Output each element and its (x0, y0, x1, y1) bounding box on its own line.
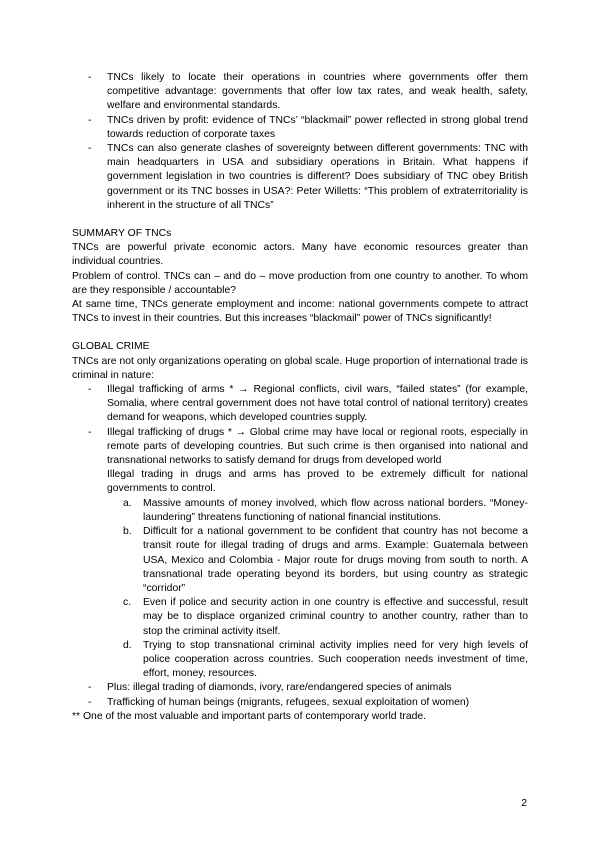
list-item (72, 525, 528, 596)
list-item (72, 596, 528, 639)
crime-heading: GLOBAL CRIME (72, 341, 150, 353)
list-label: d. (123, 639, 132, 651)
summary-heading: SUMMARY OF TNCs (72, 228, 172, 240)
summary-paragraph: TNCs are powerful private economic actors. Many have economic resources greater than individual countries. (72, 242, 528, 268)
list-item (72, 497, 528, 525)
summary-paragraph: Problem of control. TNCs can – and do – move production from one country to another. To whom are they responsible / accountable? (72, 270, 528, 296)
document-page (72, 71, 528, 724)
crime-bullet-list (72, 383, 528, 468)
difficulty-paragraph: Illegal trading in drugs and arms has proved to be extremely difficult for national governments to control. (107, 469, 528, 495)
list-item: - Plus: illegal trading of diamonds, ivory, rare/endangered species of animals (72, 681, 528, 695)
extra-bullet-list (72, 681, 528, 709)
list-text: Massive amounts of money involved, which flow across national borders. “Money-laundering” threatens functioning of national financial institutions. (143, 497, 528, 523)
list-text: Difficult for a national government to be confident that country has not become a transit route for illegal trading of drugs and arms. Example: Guatemala between USA, Mexico and Colombia - Major route for drugs moving from south to north. A transnational trade operating beyond its borders, but using country as strategic “corridor” (143, 526, 528, 594)
list-item: - Illegal trafficking of drugs * → Global crime may have local or regional roots, especially in remote parts of developing countries. But such crime is then organised into national and transnational networks to satisfy demand for drugs from developed world (72, 426, 528, 469)
list-text: Even if police and security action in one country is effective and successful, result may be to displace organized criminal country to another country, rather than to stop the criminal activity itself. (143, 597, 528, 637)
list-label: c. (123, 597, 132, 609)
list-item (72, 639, 528, 682)
list-item: - Trafficking of human beings (migrants, refugees, sexual exploitation of women) (72, 696, 528, 710)
list-text: Trying to stop transnational criminal activity implies need for very high levels of police cooperation across countries. Such cooperation needs investment of time, effort, money, resources. (143, 639, 528, 680)
tnc-bullet-list (72, 71, 528, 213)
summary-paragraph: At same time, TNCs generate employment and income: national governments compete to attract TNCs to invest in their countries. But this increases “blackmail” power of TNCs significantly! (72, 299, 528, 325)
list-item: - TNCs likely to locate their operations in countries where governments offer them competitive advantage: governments that offer low tax rates, and weak health, safety, welfare and environmental standards. (72, 71, 528, 114)
crime-intro: TNCs are not only organizations operating on global scale. Huge proportion of international trade is criminal in nature: (72, 355, 528, 381)
list-label: b. (123, 526, 132, 538)
reasons-list (72, 497, 528, 682)
list-item: - Illegal trafficking of arms * → Regional conflicts, civil wars, “failed states” (for example, Somalia, where central government does not have total control of national territory) creates demand for weapons, which developed countries supply. (72, 383, 528, 426)
list-label: a. (123, 497, 132, 509)
page-number: 2 (521, 798, 527, 809)
list-item: - TNCs can also generate clashes of sovereignty between different governments: TNC with main headquarters in USA and subsidiary operations in Britain. What happens if government legislation in two countries is different? Does subsidiary of TNC obey British government or its TNC bosses in USA?: Peter Willetts: “This problem of extraterritoriality is inherent in the structure of all TNCs” (72, 142, 528, 213)
footnote: ** One of the most valuable and important parts of contemporary world trade. (72, 710, 427, 722)
list-item: - TNCs driven by profit: evidence of TNCs’ “blackmail” power reflected in strong global trend towards reduction of corporate taxes (72, 114, 528, 142)
